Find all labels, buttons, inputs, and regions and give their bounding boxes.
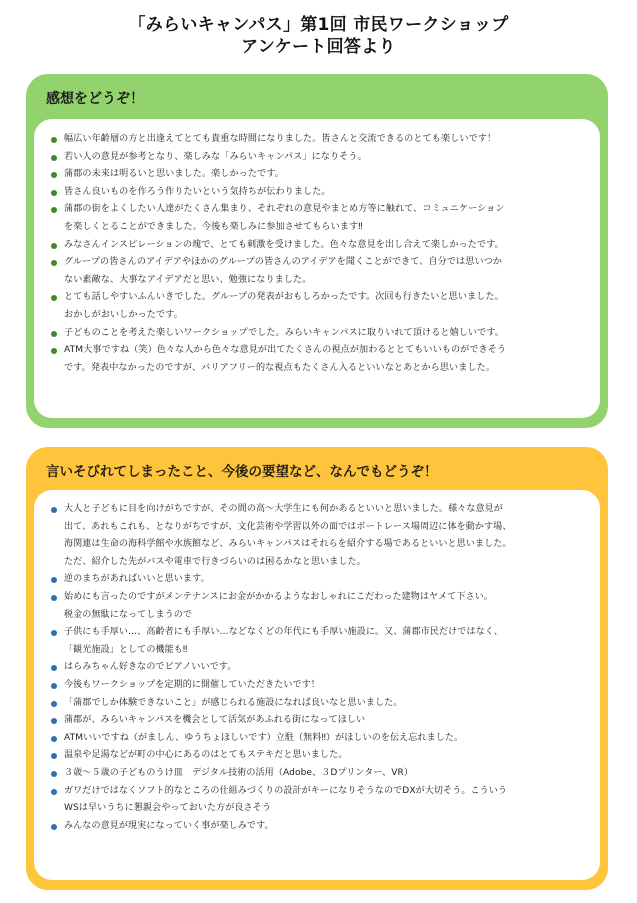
comment-line: 出て、あれもこれも、となりがちですが、文化芸術や学習以外の面ではボートレース場周辺に体を動かす場、 [64,521,512,532]
comment-line: みなさんインスピレーションの塊で、とても刺激を受けました。色々な意見を出し合えて楽しかったです。 [64,239,504,250]
bullet-icon [51,137,57,143]
bullet-icon [51,172,57,178]
bullet-icon [51,577,57,583]
comment-line: 若い人の意見が参考となり、楽しみな「みらいキャンパス」になりそう。 [64,151,367,162]
comment-item [50,237,586,255]
comment-line: 子どものことを考えた楽しいワークショップでした。みらいキャンパスに取りいれて頂けると嬉しいです。 [64,327,505,338]
comment-line: ガワだけではなくソフト的なところの仕組みづくりの設計がキーになりそうなのでDXが大切そう。こういう [64,785,508,796]
comment-line: 海関連は生命の海科学館や水族館など、みらいキャンパスはそれらを紹介する場であるといいと思いました。 [64,539,512,550]
bullet-icon [51,595,57,601]
requests-list-panel [34,490,600,880]
comment-line: ただ、紹介した先がバスや電車で行きづらいのは困るかなと思いました。 [64,556,366,567]
comment-line: WSは早いうちに懇親会やっておいた方が良さそう [64,803,271,814]
impressions-heading: 感想をどうぞ！ [46,91,144,107]
bullet-icon [51,789,57,795]
comment-line: おかしがおいしかったです。 [64,309,183,320]
bullet-icon [51,507,57,513]
comment-item [50,201,586,236]
bullet-icon [51,190,57,196]
bullet-icon [51,630,57,636]
comment-line: ない素敵な、大事なアイデアだと思い、勉強になりました。 [64,274,312,285]
comment-item [50,695,586,713]
requests-heading: 言いそびれてしまったこと、今後の要望など、なんでもどうぞ！ [46,464,438,480]
comment-line: みんなの意見が現実になっていく事が楽しみです。 [64,820,274,831]
comment-line: 始めにも言ったのですがメンテナンスにお金がかかるようなおしゃれにこだわった建物はヤメて下さい。 [64,591,493,602]
comment-line: グループの皆さんのアイデアやほかのグループの皆さんのアイデアを聞くことができて、自分では思いつか [64,257,503,268]
comment-line: 幅広い年齢層の方と出逢えてとても貴重な時間になりました。皆さんと交流できるのとても楽しいです！ [64,134,497,144]
comment-line: 税金の無駄になってしまうので [64,609,193,620]
comment-line: ３歳～５歳の子どものうけ皿 デジタル技術の活用（Adobe、３Dプリンター、VR） [64,767,414,778]
comment-item [50,149,586,167]
comment-line: 蒲郡の未来は明るいと思いました。楽しかったです。 [64,169,284,180]
comment-line: 今後もワークショップを定期的に開催していただきたいです！ [64,679,320,690]
comment-item [50,131,586,149]
comment-item [50,659,586,677]
comment-line: ATMいいですね（がましん、ゆうちょほしいです）立駐（無料‼）がほしいのを伝え忘れました。 [64,732,464,743]
title-line-1: 「みらいキャンパス」第1回 市民ワークショップ [128,15,509,35]
comment-item [50,166,586,184]
comment-item [50,747,586,765]
comment-item [50,712,586,730]
comment-item [50,289,586,324]
comment-item [50,783,586,818]
bullet-icon [51,155,57,161]
comment-line: 「観光施設」としての機能も‼ [64,644,188,655]
bullet-icon [51,736,57,742]
comment-line: 大人と子どもに目を向けがちですが、その間の高～大学生にも何かあるといいと思いました。様々な意見が [64,504,503,514]
comment-item [50,730,586,748]
bullet-icon [51,753,57,759]
comment-item [50,589,586,624]
impressions-list-panel [34,119,600,418]
bullet-icon [51,683,57,689]
comment-item [50,342,586,377]
bullet-icon [51,718,57,724]
comment-item [50,624,586,659]
comment-item [50,184,586,202]
bullet-icon [51,207,57,213]
comment-line: 逆のまちがあればいいと思います。 [64,574,210,585]
requests-list [50,501,586,835]
comment-line: です。発表中なかったのですが、バリアフリー的な視点もたくさん入るといいなとあとから思いました。 [64,362,496,373]
bullet-icon [51,665,57,671]
comment-item [50,818,586,836]
bullet-icon [51,701,57,707]
comment-line: を楽しくとることができました。今後も楽しみに参加させてもらいます‼ [64,221,363,232]
comment-line: はらみちゃん好きなのでピアノいいです。 [64,662,237,673]
page-title [0,14,637,58]
bullet-icon [51,243,57,249]
comment-line: 皆さん良いものを作ろう作りたいという気持ちが伝わりました。 [64,186,331,197]
comment-item [50,677,586,695]
comment-line: 蒲郡が、みらいキャンパスを機会として活気があふれる街になってほしい [64,715,366,726]
comment-line: とても話しやすいふんいきでした。グループの発表がおもしろかったです。次回も行きたいと思いました。 [64,292,504,303]
comment-line: 子供にも手厚い…、高齢者にも手厚い…などなくどの年代にも手厚い施設に。又、蒲郡市民だけではなく、 [64,627,503,638]
comment-line: 「蒲郡でしか体験できないこと」が感じられる施設になれば良いなと思いました。 [64,697,403,708]
comment-line: 温泉や足湯などが町の中心にあるのはとてもステキだと思いました。 [64,750,348,761]
impressions-list [50,131,586,377]
bullet-icon [51,260,57,266]
comment-item [50,254,586,289]
bullet-icon [51,295,57,301]
comment-item [50,765,586,783]
comment-line: 蒲郡の街をよくしたい人達がたくさん集まり、それぞれの意見やまとめ方等に触れて、コミュニケーション [64,204,505,215]
bullet-icon [51,331,57,337]
impressions-section [26,74,608,428]
comment-item [50,325,586,343]
title-line-2: アンケート回答より [241,37,396,57]
comment-item [50,571,586,589]
bullet-icon [51,771,57,777]
comment-line: ATM大事ですね（笑）色々な人から色々な意見が出てたくさんの視点が加わるととてもいいものができそう [64,345,507,356]
bullet-icon [51,824,57,830]
comment-item [50,501,586,571]
requests-section [26,447,608,890]
bullet-icon [51,348,57,354]
